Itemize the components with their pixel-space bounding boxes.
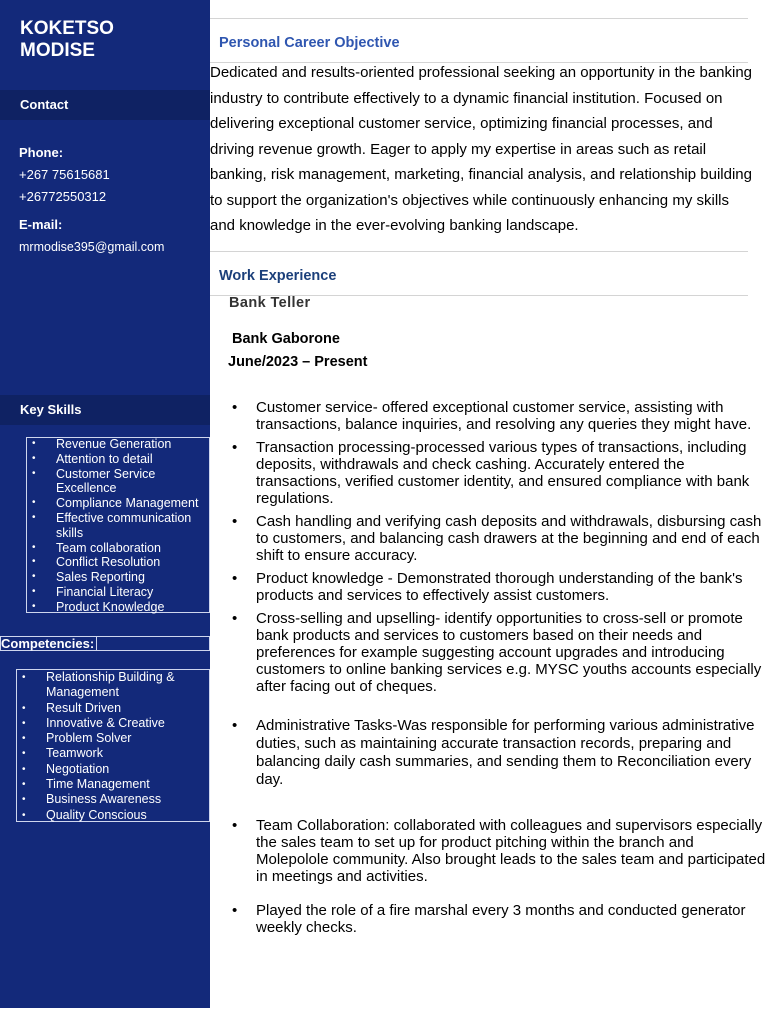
- objective-title: Personal Career Objective: [219, 35, 400, 51]
- skill-item: • Revenue Generation: [27, 437, 198, 452]
- divider: [210, 18, 748, 19]
- duty-item: • Product knowledge - Demonstrated thorough understanding of the bank's products and services to effectively assist customers.: [230, 570, 768, 604]
- duty-item: • Played the role of a fire marshal every 3 months and conducted generator weekly checks.: [230, 902, 768, 936]
- contact-header: Contact: [0, 90, 210, 120]
- duty-item: • Administrative Tasks-Was responsible for performing various administrative duties, such as maintaining accurate transaction records, preparing and balancing daily cash summaries, and sending them to Reconciliation every day.: [230, 717, 768, 789]
- phone-number-2: +26772550312: [19, 189, 107, 204]
- skill-item: • Sales Reporting: [27, 570, 198, 585]
- phone-number-1: +267 75615681: [19, 167, 110, 182]
- competency-continuation: Management: [46, 685, 119, 700]
- contact-details: [19, 142, 164, 258]
- key-skills-header: Key Skills: [0, 395, 210, 425]
- competencies-label: Competencies:: [1, 637, 97, 650]
- competencies-box: [16, 669, 210, 822]
- competency-item: • Relationship Building &: [17, 670, 175, 685]
- skill-continuation: skills: [56, 525, 84, 540]
- objective-text: Dedicated and results-oriented professional seeking an opportunity in the banking industry to contribute effectively to a dynamic financial institution. Focused on delivering exceptional customer service, optimizing financial processes, and driving revenue growth. Eager to apply my expertise in areas such as retail banking, risk management, marketing, financial analysis, and relationship building to support the organization's objectives while continuously enhancing my skills and knowledge in the ever-evolving banking landscape.: [210, 64, 753, 234]
- competency-item-continued: [17, 685, 175, 700]
- competency-item: • Time Management: [17, 777, 175, 792]
- skill-continuation: Excellence: [56, 481, 117, 496]
- company-name: Bank Gaborone: [232, 331, 340, 347]
- email-label: E-mail:: [19, 217, 63, 232]
- employment-dates: June/2023 – Present: [228, 354, 368, 370]
- key-skills-list: [27, 437, 198, 615]
- competency-item: • Negotiation: [17, 762, 175, 777]
- key-skills-box: [26, 437, 210, 613]
- competency-item: • Result Driven: [17, 701, 175, 716]
- duties-list: [230, 399, 768, 942]
- duty-item: • Cross-selling and upselling- identify opportunities to cross-sell or promote bank products and services to customers based on their needs and preferences for example suggesting account upgrades and introducing customers to online banking services e.g. MYSC youths accounts especially after facing out of cheques.: [230, 610, 768, 695]
- skill-item: • Product Knowledge: [27, 600, 198, 615]
- competencies-list: [17, 670, 175, 823]
- skill-item: • Team collaboration: [27, 541, 198, 556]
- competency-item: • Innovative & Creative: [17, 716, 175, 731]
- email-address: mrmodise395@gmail.com: [19, 240, 165, 254]
- competency-item: • Quality Conscious: [17, 808, 175, 823]
- duty-item: • Transaction processing-processed various types of transactions, including deposits, withdrawals and check cashing. Accurately entered the transactions, verified customer identity, and ensured compliance with bank regulations.: [230, 439, 768, 507]
- skill-item: • Compliance Management: [27, 496, 198, 511]
- skill-item: • Attention to detail: [27, 452, 198, 467]
- name-first: KOKETSO: [20, 18, 114, 39]
- job-title: Bank Teller: [229, 295, 311, 311]
- phone-label: Phone:: [19, 145, 64, 160]
- candidate-name: [20, 18, 114, 62]
- divider: [210, 251, 748, 252]
- duty-item: • Customer service- offered exceptional customer service, assisting with transactions, balance inquiries, and resolving any queries they might have.: [230, 399, 768, 433]
- competency-item: • Teamwork: [17, 746, 175, 761]
- sidebar: [0, 0, 210, 1008]
- work-experience-title: Work Experience: [219, 268, 337, 284]
- duty-item: • Cash handling and verifying cash deposits and withdrawals, disbursing cash to customers, and balancing cash drawers at the beginning and end of each shift to ensure accuracy.: [230, 513, 768, 564]
- skill-item: • Customer Service: [27, 467, 198, 482]
- duty-item: • Team Collaboration: collaborated with colleagues and supervisors especially the sales team to set up for product pitching within the branch and Molepolole community. Also brought leads to the sales team and participated in meetings and activities.: [230, 817, 768, 885]
- competency-item: • Problem Solver: [17, 731, 175, 746]
- skill-item-continued: [27, 526, 198, 541]
- competencies-header: [0, 636, 210, 651]
- skill-item: • Financial Literacy: [27, 585, 198, 600]
- skill-item-continued: [27, 481, 198, 496]
- skill-item: • Conflict Resolution: [27, 555, 198, 570]
- competency-item: • Business Awareness: [17, 792, 175, 807]
- name-last: MODISE: [20, 40, 95, 61]
- skill-item: • Effective communication: [27, 511, 198, 526]
